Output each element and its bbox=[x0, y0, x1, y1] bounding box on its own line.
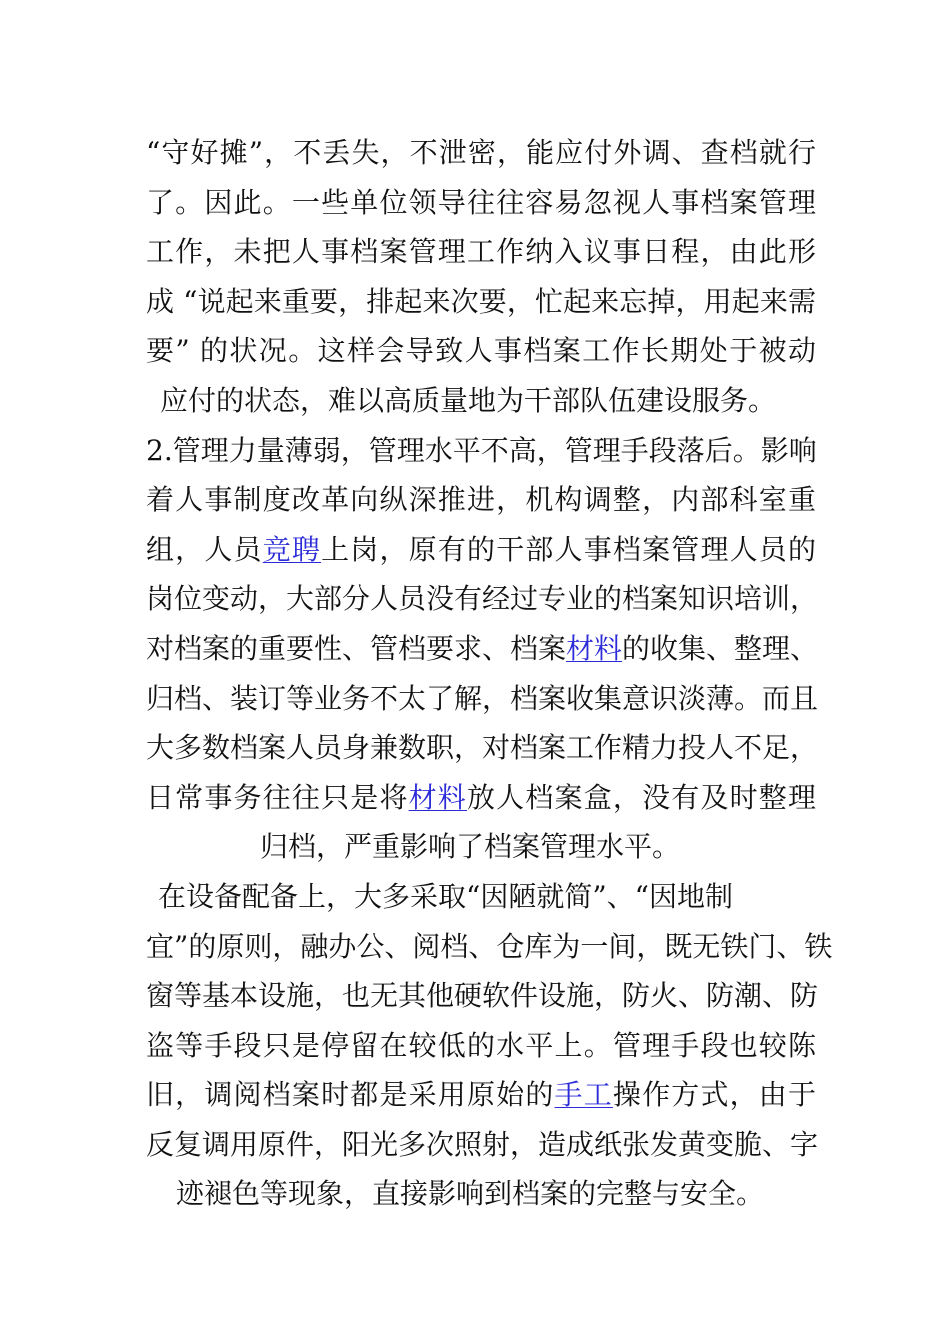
text-segment: 的收集、整理、 bbox=[622, 631, 819, 665]
text-segment: 旧，调阅档案时都是采用原始的 bbox=[146, 1078, 555, 1112]
text-line bbox=[146, 178, 816, 228]
link-shougong[interactable]: 手工 bbox=[554, 1078, 613, 1112]
text-segment: 盗等手段只是停留在较低的水平上。管理手段也较陈 bbox=[146, 1028, 816, 1062]
text-line bbox=[146, 971, 819, 1021]
text-line bbox=[146, 872, 816, 922]
text-segment: 日常事务往往只是将 bbox=[146, 780, 409, 814]
text-segment: 窗等基本设施，也无其他硬软件设施，防火、防潮、防 bbox=[146, 979, 819, 1013]
text-segment: 着人事制度改革向纵深推进，机构调整，内部科室重 bbox=[146, 483, 816, 517]
text-line bbox=[146, 674, 819, 724]
text-line bbox=[146, 227, 816, 277]
link-cailiao[interactable]: 材料 bbox=[566, 631, 623, 665]
text-segment: 对档案的重要性、管档要求、档案 bbox=[146, 631, 567, 665]
text-segment: 2.管理力量薄弱，管理水平不高，管理手段落后。影响 bbox=[146, 433, 817, 467]
text-segment: 了。因此。一些单位领导往往容易忽视人事档案管理 bbox=[146, 185, 816, 219]
text-line bbox=[146, 723, 819, 773]
text-segment: 组，人员 bbox=[146, 532, 263, 566]
link-cailiao-2[interactable]: 材料 bbox=[408, 780, 467, 814]
text-segment: 操作方式，由于 bbox=[612, 1078, 816, 1112]
text-segment: 归档，严重影响了档案管理水平。 bbox=[260, 830, 681, 864]
text-line bbox=[146, 426, 816, 476]
text-segment: 迹褪色等现象，直接影响到档案的完整与安全。 bbox=[176, 1177, 765, 1211]
text-line bbox=[146, 475, 816, 525]
document-body bbox=[146, 128, 833, 1219]
text-line bbox=[146, 574, 819, 624]
text-segment: 归档、装订等业务不太了解，档案收集意识淡薄。而且 bbox=[146, 681, 819, 715]
text-segment: 大多数档案人员身兼数职，对档案工作精力投人不足， bbox=[146, 731, 819, 765]
text-line bbox=[146, 277, 816, 327]
text-line bbox=[146, 624, 819, 674]
text-line bbox=[146, 922, 833, 972]
text-line bbox=[146, 1169, 816, 1219]
text-line bbox=[146, 525, 816, 575]
text-segment: 成 “说起来重要，排起来次要，忙起来忘掉，用起来需 bbox=[146, 284, 816, 318]
text-segment: 宜”的原则，融办公、阅档、仓库为一间，既无铁门、铁 bbox=[146, 929, 833, 963]
text-line bbox=[146, 1070, 816, 1120]
text-segment: 要” 的状况。这样会导致人事档案工作长期处于被动 bbox=[146, 334, 816, 368]
text-line bbox=[146, 376, 816, 426]
text-line bbox=[146, 1120, 819, 1170]
text-segment: 在设备配备上，大多采取“因陋就简”、“因地制 bbox=[158, 879, 733, 913]
text-segment: 应付的状态，难以高质量地为干部队伍建设服务。 bbox=[160, 383, 777, 417]
text-segment: 岗位变动，大部分人员没有经过专业的档案知识培训， bbox=[146, 582, 819, 616]
text-segment: 上岗，原有的干部人事档案管理人员的 bbox=[321, 532, 816, 566]
text-line bbox=[146, 773, 816, 823]
link-jingpin[interactable]: 竞聘 bbox=[262, 532, 322, 566]
text-segment: “守好摊”，不丢失，不泄密，能应付外调、查档就行 bbox=[146, 136, 816, 169]
text-line bbox=[146, 128, 816, 178]
text-segment: 工作，未把人事档案管理工作纳入议事日程，由此形 bbox=[146, 235, 816, 269]
text-line bbox=[146, 326, 816, 376]
text-segment: 放人档案盒，没有及时整理 bbox=[467, 780, 816, 814]
text-line bbox=[146, 822, 816, 872]
text-segment: 反复调用原件，阳光多次照射，造成纸张发黄变脆、字 bbox=[146, 1127, 819, 1161]
text-line bbox=[146, 1021, 816, 1071]
